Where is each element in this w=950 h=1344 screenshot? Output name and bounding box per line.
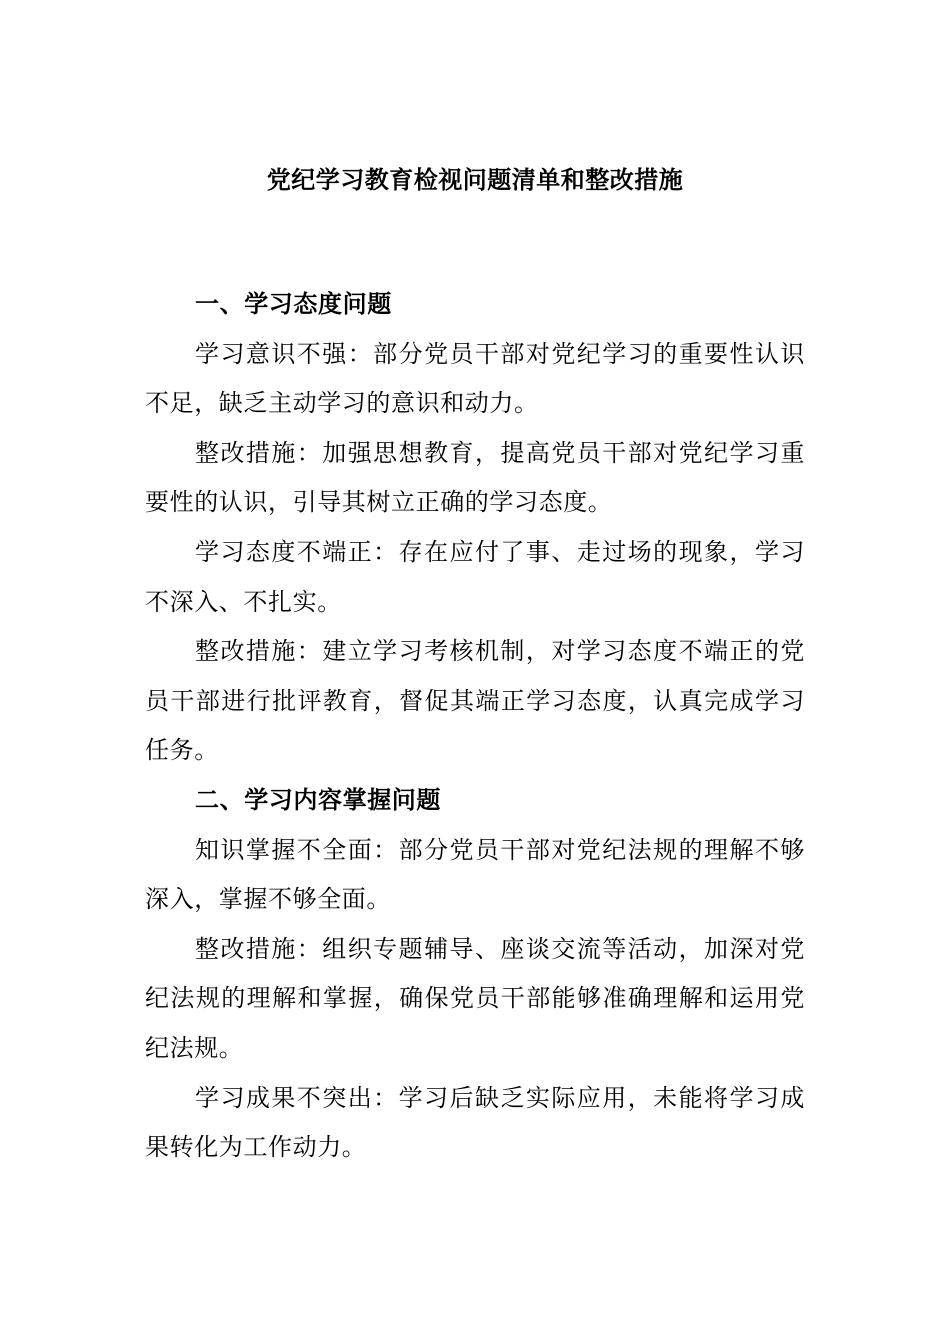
section-heading-1: 一、学习态度问题 bbox=[195, 290, 392, 318]
paragraph-problem-4: 学习成果不突出：学习后缺乏实际应用，未能将学习成果转化为工作动力。 bbox=[145, 1083, 805, 1162]
paragraph-measure-1: 整改措施：加强思想教育，提高党员干部对党纪学习重要性的认识，引导其树立正确的学习态度。 bbox=[145, 438, 805, 517]
document-body bbox=[145, 280, 805, 1173]
paragraph-measure-2: 整改措施：建立学习考核机制，对学习态度不端正的党员干部进行批评教育，督促其端正学习态度，认真完成学习任务。 bbox=[145, 637, 805, 765]
paragraph-problem-1: 学习意识不强：部分党员干部对党纪学习的重要性认识不足，缺乏主动学习的意识和动力。 bbox=[145, 339, 805, 418]
paragraph-measure-3: 整改措施：组织专题辅导、座谈交流等活动，加深对党纪法规的理解和掌握，确保党员干部能够准确理解和运用党纪法规。 bbox=[145, 934, 805, 1062]
section-heading-2: 二、学习内容掌握问题 bbox=[195, 785, 441, 814]
document-title: 党纪学习教育检视问题清单和整改措施 bbox=[266, 166, 684, 194]
paragraph-problem-2: 学习态度不端正：存在应付了事、走过场的现象，学习不深入、不扎实。 bbox=[145, 537, 805, 616]
paragraph-problem-3: 知识掌握不全面：部分党员干部对党纪法规的理解不够深入，掌握不够全面。 bbox=[145, 835, 805, 914]
